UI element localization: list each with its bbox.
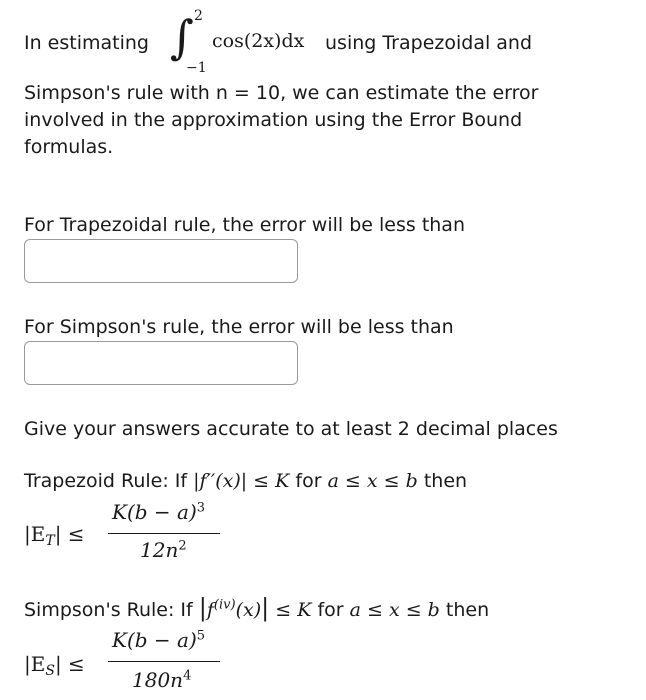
simpson-for: for bbox=[317, 599, 344, 621]
trapezoid-error-lhs: $|E_T|$ ≤ bbox=[24, 522, 85, 549]
simpson-question-label: For Simpson's rule, the error will be less than bbox=[24, 316, 454, 338]
intro-line-2: Simpson's rule with n = 10, we can estimate the error bbox=[24, 82, 539, 104]
trapezoid-numerator: $K(b - a)^3$ bbox=[112, 500, 206, 524]
accuracy-instruction: Give your answers accurate to at least 2 decimal places bbox=[24, 418, 558, 440]
simpson-abs-close: | bbox=[261, 594, 270, 622]
trapezoid-for: for bbox=[295, 470, 322, 492]
intro-line-3: involved in the approximation using the Error Bound bbox=[24, 109, 523, 131]
trapezoid-rule-prefix: Trapezoid Rule: If bbox=[24, 470, 188, 492]
simpson-range: a ≤ x ≤ b bbox=[349, 599, 440, 621]
integral-sign: ∫ bbox=[170, 10, 194, 64]
trapezoid-rule-heading bbox=[24, 470, 467, 492]
simpson-denominator: $180n^4$ bbox=[132, 668, 192, 692]
simpson-error-lhs: $|E_S|$ ≤ bbox=[24, 652, 85, 679]
integral-lower-limit: −1 bbox=[186, 60, 207, 76]
trapezoid-then: then bbox=[423, 470, 468, 492]
intro-line-4: formulas. bbox=[24, 136, 114, 158]
trapezoid-condition: |f′′(x)| ≤ K bbox=[193, 470, 290, 492]
trapezoid-question-label: For Trapezoidal rule, the error will be less than bbox=[24, 214, 465, 236]
simpson-abs-open: | bbox=[198, 594, 207, 622]
trapezoid-fraction-bar bbox=[108, 533, 220, 534]
simpson-condition-end: ≤ K bbox=[275, 599, 312, 621]
integral-upper-limit: 2 bbox=[194, 8, 203, 24]
intro-suffix: using Trapezoidal and bbox=[325, 32, 533, 54]
simpson-rule-prefix: Simpson's Rule: If bbox=[24, 599, 193, 621]
simpson-fraction-bar bbox=[108, 661, 220, 662]
intro-prefix: In estimating bbox=[24, 32, 149, 54]
trapezoid-range: a ≤ x ≤ b bbox=[327, 470, 418, 492]
simpson-numerator: $K(b - a)^5$ bbox=[112, 628, 206, 652]
simpson-rule-heading: Simpson's Rule: If $|f^{(iv)}(x)| \le K$ for a ≤ x ≤ b then bbox=[24, 594, 490, 622]
simpson-answer-input[interactable] bbox=[24, 341, 298, 385]
trapezoid-error-subscript: T bbox=[45, 533, 55, 549]
trapezoid-denominator: $12n^2$ bbox=[140, 538, 187, 562]
simpson-error-subscript: S bbox=[45, 663, 55, 679]
integrand: cos(2x)dx bbox=[212, 30, 305, 52]
simpson-then: then bbox=[445, 599, 490, 621]
trapezoid-answer-input[interactable] bbox=[24, 239, 298, 283]
